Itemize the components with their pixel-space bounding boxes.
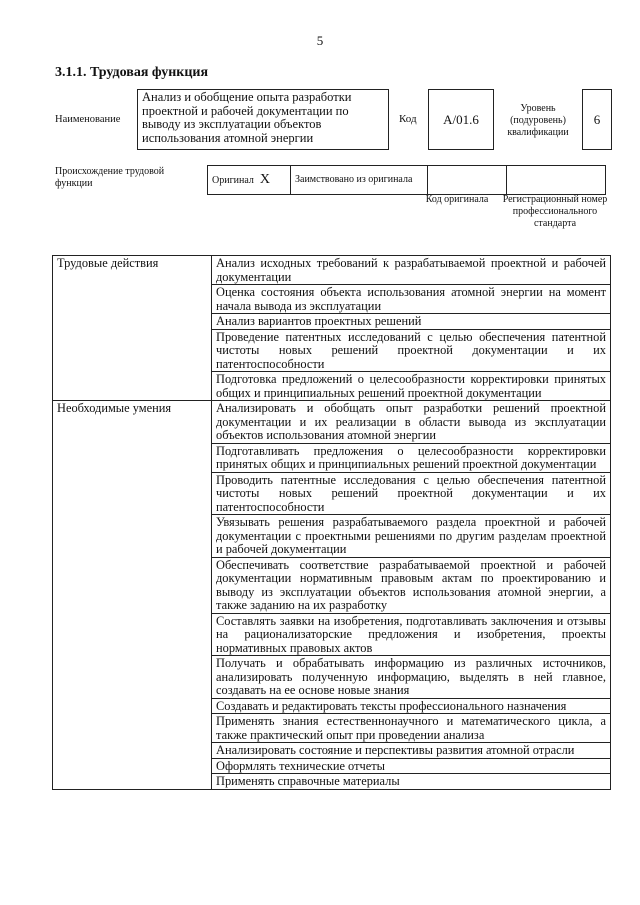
item-cell: Проводить патентные исследования с целью обеспечения патентной чистоты новых решений проектной документации и их патентоспособности [212,472,611,515]
section-title: 3.1.1. Трудовая функция [55,65,209,80]
item-cell: Получать и обрабатывать информацию из различных источников, анализировать полученную информацию, выделять в ней главное, создавать на ее основе новые знания [212,656,611,699]
item-cell: Применять знания естественнонаучного и математического цикла, а также практический опыт при проведении анализа [212,714,611,743]
page-number: 5 [316,33,324,48]
category-cell: Трудовые действия [53,256,212,401]
item-cell: Оценка состояния объекта использования атомной энергии на момент начала вывода из эксплуатации [212,285,611,314]
original-mark: X [259,171,271,187]
name-label: Наименование [55,114,121,125]
item-cell: Увязывать решения разрабатываемого раздела проектной и рабочей документации с проектными решениями по другим разделам проектной и рабочей документации [212,515,611,558]
level-label: Уровень (подуровень) квалификации [507,103,569,138]
item-cell: Анализ вариантов проектных решений [212,314,611,330]
origin-original-cell [208,166,291,195]
item-cell: Подготавливать предложения о целесообразности корректировки принятых общих и принципиальных решений проектной документации [212,443,611,472]
table-row [53,256,611,285]
code-value: А/01.6 [428,89,494,150]
item-cell: Оформлять технические отчеты [212,758,611,774]
item-cell: Обеспечивать соответствие разрабатываемой проектной и рабочей документации нормативным правовым актам по проектированию и выводу из эксплуатации объектов использования атомной энергии, а также заданию на их разработку [212,557,611,613]
category-cell: Необходимые умения [53,401,212,790]
origin-label: Происхождение трудовой функции [55,166,165,189]
origin-reg-cell [507,166,606,195]
code-label: Код [399,113,417,125]
origin-table [207,165,606,195]
code-caption: Код оригинала [425,194,489,205]
item-cell: Составлять заявки на изобретения, подготавливать заключения и отзывы на рационализаторские предложения и изобретения, проекты нормативных правовых актов [212,613,611,656]
requirements-table [52,255,611,790]
origin-code-cell [428,166,507,195]
item-cell: Проведение патентных исследований с целью обеспечения патентной чистоты новых решений проектной документации и их патентоспособности [212,329,611,372]
reg-number-caption: Регистрационный номер профессионального стандарта [502,194,608,229]
item-cell: Анализировать и обобщать опыт разработки решений проектной документации и их реализации в области вывода из эксплуатации объектов использования атомной энергии [212,401,611,444]
item-cell: Анализировать состояние и перспективы развития атомной отрасли [212,743,611,759]
level-value: 6 [582,89,612,150]
item-cell: Анализ исходных требований к разрабатываемой проектной и рабочей документации [212,256,611,285]
item-cell: Создавать и редактировать тексты профессионального назначения [212,698,611,714]
borrowed-label: Заимствовано из оригинала [291,166,428,195]
original-label: Оригинал [212,174,254,186]
item-cell: Подготовка предложений о целесообразности корректировки принятых общих и принципиальных решений проектной документации [212,372,611,401]
function-name-value: Анализ и обобщение опыта разработки проектной и рабочей документации по выводу из эксплуатации объектов использования атомной энергии [137,89,389,150]
item-cell: Применять справочные материалы [212,774,611,790]
table-row [53,401,611,444]
